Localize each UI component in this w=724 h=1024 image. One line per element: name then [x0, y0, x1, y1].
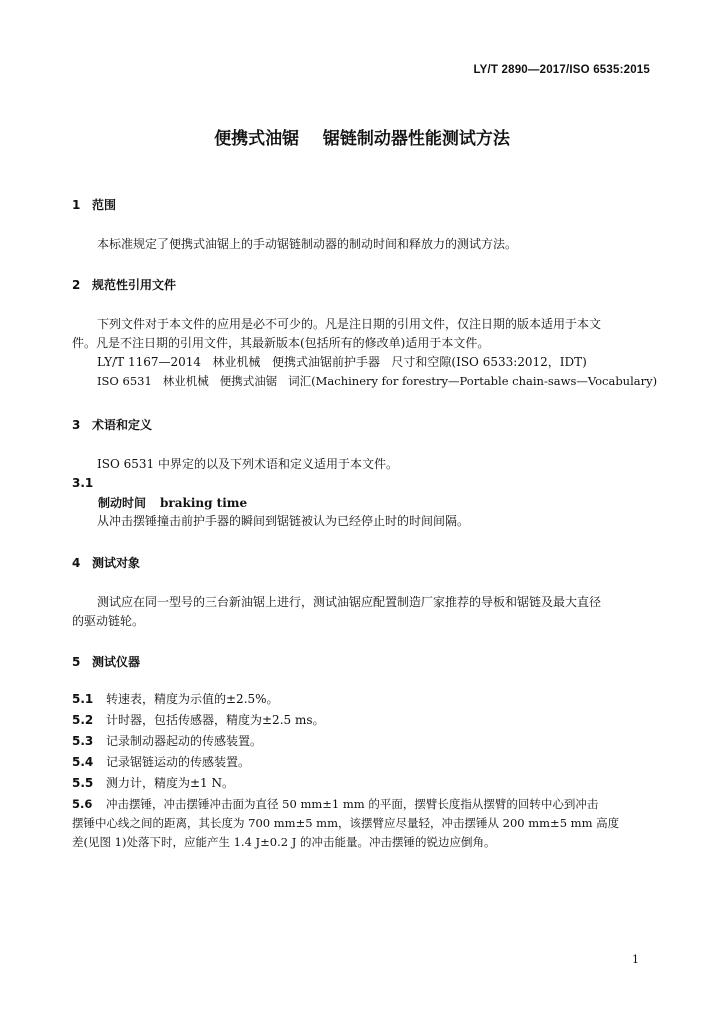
term-definition: 从冲击摆锤撞击前护手器的瞬间到锯链被认为已经停止时的时间间隔。: [97, 514, 470, 528]
list-item: [72, 774, 234, 792]
section-title: 测试仪器: [92, 655, 141, 669]
item-number: 5.4: [72, 755, 94, 769]
section-2-heading: [72, 276, 176, 293]
section-number: 4: [72, 556, 81, 570]
item-number: 5.3: [72, 734, 94, 748]
item-text: 记录锯链运动的传感装置。: [106, 755, 251, 769]
section-2-paragraph-line-1: 下列文件对于本文件的应用是必不可少的。凡是注日期的引用文件，仅注日期的版本适用于本文: [97, 317, 602, 331]
page-number: 1: [632, 953, 639, 966]
clause-number: 3.1: [72, 476, 94, 490]
list-item-continuation: 摆锤中心线之间的距离，其长度为 700 mm±5 mm，该摆臂应尽量轻，冲击摆锤从 200 mm±5 mm 高度: [72, 816, 620, 830]
normative-reference-2: ISO 6531 林业机械 便携式油锯 词汇(Machinery for forestry—Portable chain-saws—Vocabulary): [97, 374, 658, 388]
list-item: [72, 795, 598, 813]
list-item: [72, 690, 279, 708]
section-title: 测试对象: [92, 556, 141, 570]
item-text: 测力计，精度为±1 N。: [106, 776, 235, 790]
section-2-paragraph-line-2: 件。凡是不注日期的引用文件，其最新版本(包括所有的修改单)适用于本文件。: [72, 336, 490, 350]
section-5-heading: [72, 653, 140, 670]
item-text: 记录制动器起动的传感装置。: [106, 734, 263, 748]
term-chinese: 制动时间: [98, 496, 147, 510]
item-text: 冲击摆锤，冲击摆锤冲击面为直径 50 mm±1 mm 的平面，摆臂长度指从摆臂的回转中心到冲击: [106, 797, 599, 811]
section-3-heading: [72, 416, 152, 433]
section-title: 规范性引用文件: [92, 278, 177, 292]
section-4-heading: [72, 554, 140, 571]
term-english: braking time: [160, 496, 248, 510]
section-number: 5: [72, 655, 81, 669]
document-title: 便携式油锯 锯链制动器性能测试方法: [214, 129, 510, 149]
list-item: [72, 732, 262, 750]
section-4-paragraph-line-2: 的驱动链轮。: [72, 614, 145, 628]
item-number: 5.5: [72, 776, 94, 790]
section-3-paragraph: ISO 6531 中界定的以及下列术语和定义适用于本文件。: [97, 457, 398, 471]
item-number: 5.6: [72, 797, 93, 811]
list-item: [72, 711, 325, 729]
section-title: 术语和定义: [92, 418, 153, 432]
list-item: [72, 753, 250, 771]
item-text: 转速表，精度为示值的±2.5%。: [106, 692, 279, 706]
document-code: LY/T 2890—2017/ISO 6535:2015: [473, 64, 650, 76]
item-number: 5.1: [72, 692, 94, 706]
item-number: 5.2: [72, 713, 94, 727]
section-number: 1: [72, 198, 81, 212]
item-text: 计时器，包括传感器，精度为±2.5 ms。: [106, 713, 325, 727]
section-4-paragraph-line-1: 测试应在同一型号的三台新油锯上进行，测试油锯应配置制造厂家推荐的导板和锯链及最大直径: [97, 595, 602, 609]
section-number: 3: [72, 418, 81, 432]
list-item-continuation: 差(见图 1)处落下时，应能产生 1.4 J±0.2 J 的冲击能量。冲击摆锤的锐边应倒角。: [72, 835, 496, 849]
section-1-paragraph: 本标准规定了便携式油锯上的手动锯链制动器的制动时间和释放力的测试方法。: [97, 237, 518, 251]
term-entry: [98, 494, 247, 511]
section-1-heading: [72, 196, 116, 213]
normative-reference-1: LY/T 1167—2014 林业机械 便携式油锯前护手器 尺寸和空隙(ISO 6533:2012，IDT): [97, 355, 587, 369]
section-number: 2: [72, 278, 81, 292]
section-title: 范围: [92, 198, 117, 212]
